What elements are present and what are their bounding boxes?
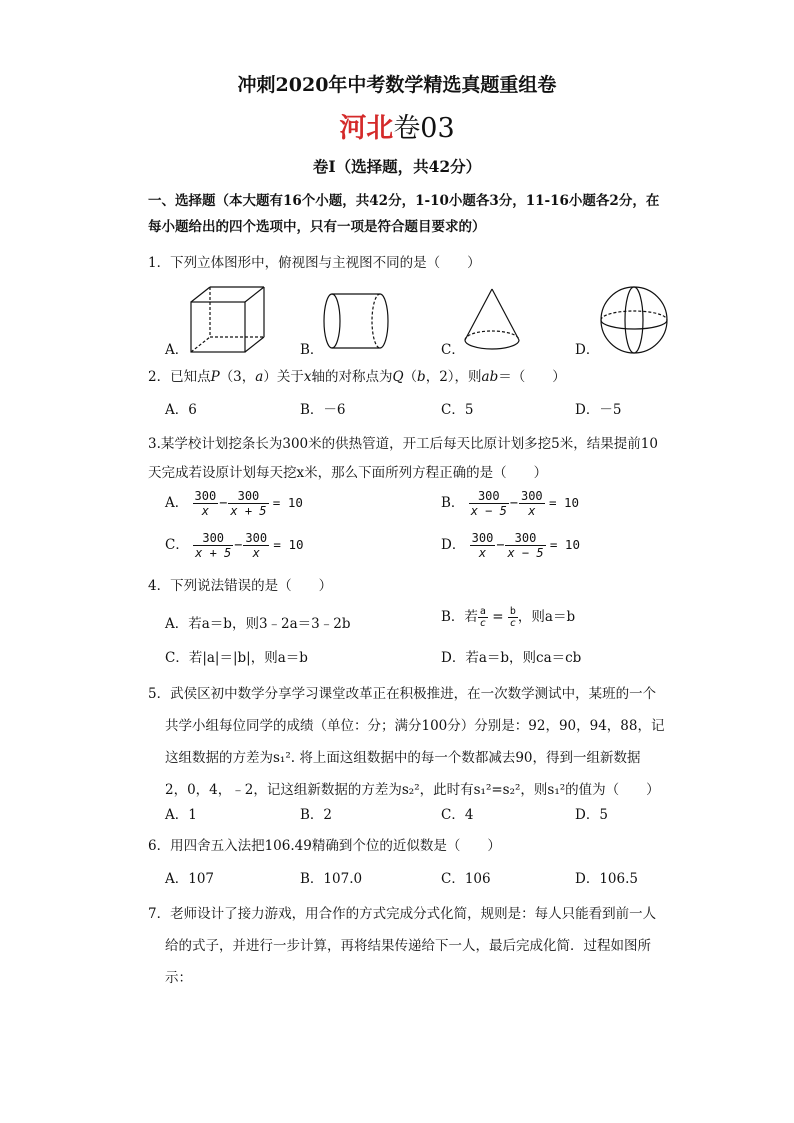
q4-option-b-text: ，则a＝b <box>517 609 576 625</box>
q6-option-a: A．107 <box>165 871 215 887</box>
q6-option-d: D．106.5 <box>575 871 638 887</box>
fraction <box>228 489 268 518</box>
q2-text: 2．已知点 <box>148 369 211 385</box>
q2-var-q: Q <box>392 369 404 385</box>
denominator: x + 5 <box>195 546 232 560</box>
q3-line-1: 3.某学校计划挖条长为300米的供热管道，开工后每天比原计划多挖5米，结果提前10 <box>148 436 658 452</box>
q6-option-c: C．106 <box>441 871 491 887</box>
equation-rhs: = 10 <box>549 537 580 552</box>
equation-rhs: = 10 <box>548 495 580 510</box>
q3-option-b-label: B． <box>441 495 465 511</box>
q2-option-b: B．－6 <box>300 402 346 418</box>
q3-option-d: D． $\frac{300}{x}$ − $\frac{300}{x - 5}$ = 10 <box>441 531 580 560</box>
q5-option-b: B．2 <box>300 807 333 823</box>
equation-rhs: = 10 <box>272 495 303 510</box>
fraction <box>508 606 518 629</box>
q7-line-3: 示： <box>165 970 192 986</box>
section-line-2: 每小题给出的四个选项中，只有一项是符合题目要求的） <box>148 219 486 235</box>
q4-option-b-label: B．若 <box>441 609 478 625</box>
question-2-stem <box>148 366 688 388</box>
part-heading: 卷Ⅰ（选择题，共42分） <box>312 157 482 176</box>
question-7-stem <box>148 898 708 994</box>
numerator: 300 <box>471 531 494 545</box>
q2-option-c: C．5 <box>441 402 474 418</box>
q4-option-b: B．若 $\frac{a}{c}$ = $\frac{b}{c}$ ，则a＝b <box>441 606 576 629</box>
subtitle-province: 河北 <box>339 113 394 144</box>
question-4-stem: 4．下列说法错误的是（ ） <box>148 578 333 594</box>
fraction <box>193 531 233 560</box>
q1-option-c-label: C． <box>441 342 465 358</box>
q5-line-3: 这组数据的方差为s₁². 将上面这组数据中的每一个数都减去90，得到一组新数据 <box>165 750 641 766</box>
question-6-stem: 6．用四舍五入法把106.49精确到个位的近似数是（ ） <box>148 838 501 854</box>
cube-icon <box>190 286 266 354</box>
q5-option-c: C．4 <box>441 807 474 823</box>
denominator: x + 5 <box>230 504 267 518</box>
denominator: x <box>252 546 260 560</box>
q2-var-a: a <box>255 369 264 385</box>
numerator: 300 <box>469 489 509 504</box>
numerator: 300 <box>505 531 545 546</box>
q1-option-a-label: A． <box>165 342 189 358</box>
q2-var-b: b <box>417 369 426 385</box>
question-3-stem <box>148 430 708 488</box>
q3-option-a-label: A． <box>165 495 189 511</box>
numerator: 300 <box>228 489 268 504</box>
numerator: 300 <box>194 489 217 503</box>
denominator: c <box>479 618 486 629</box>
q2-var-ab: ab <box>481 369 499 385</box>
q2-text: ）关于 <box>263 369 304 385</box>
q2-text: （3， <box>219 369 256 385</box>
numerator: a <box>479 606 486 617</box>
q2-text: ＝（ ） <box>498 369 566 385</box>
fraction <box>243 531 269 560</box>
q2-var-x: x <box>303 369 312 385</box>
q4-option-c: C．若|a|＝|b|，则a＝b <box>165 650 308 666</box>
q4-option-d: D．若a＝b，则ca＝cb <box>441 650 582 666</box>
q2-text: 轴的对称点为 <box>311 369 393 385</box>
equation-rhs: = 10 <box>273 537 304 552</box>
question-1-stem: 1．下列立体图形中，俯视图与主视图不同的是（ ） <box>148 255 481 271</box>
q2-text: ，2），则 <box>425 369 482 385</box>
q5-line-4: 2，0，4，﹣2，记这组新数据的方差为s₂²，此时有s₁²=s₂²，则s₁²的值为（ ） <box>165 782 660 798</box>
denominator: x <box>528 504 536 518</box>
fraction <box>193 489 219 518</box>
denominator: c <box>509 618 516 629</box>
paper-subtitle <box>0 106 794 145</box>
subtitle-volume: 卷03 <box>393 113 455 144</box>
q5-option-a: A．1 <box>165 807 197 823</box>
q3-option-b: B． $\frac{300}{x - 5}$ − $\frac{300}{x}$ = 10 <box>441 489 580 518</box>
q5-line-2: 共学小组每位同学的成绩（单位：分；满分100分）分别是：92，90，94，88，记 <box>165 718 665 734</box>
fraction <box>505 531 545 560</box>
denominator: x − 5 <box>470 504 507 518</box>
q6-option-b: B．107.0 <box>300 871 363 887</box>
fraction <box>469 489 509 518</box>
denominator: x <box>201 504 209 518</box>
q4-option-a: A．若a＝b，则3﹣2a＝3﹣2b <box>165 616 351 632</box>
numerator: 300 <box>520 489 543 503</box>
paper-title: 冲刺2020年中考数学精选真题重组卷 <box>237 74 557 96</box>
q2-text: （ <box>403 369 418 385</box>
sphere-icon <box>600 286 670 356</box>
q3-option-d-label: D． <box>441 537 466 553</box>
q2-var-p: P <box>210 369 220 385</box>
cone-icon <box>462 288 522 354</box>
q3-option-c-label: C． <box>165 537 189 553</box>
q3-option-a: A． $\frac{300}{x}$ − $\frac{300}{x + 5}$ = 10 <box>165 489 303 518</box>
numerator: 300 <box>245 531 268 545</box>
denominator: x <box>478 546 487 560</box>
q2-option-d: D．－5 <box>575 402 622 418</box>
q1-option-b-label: B． <box>300 342 324 358</box>
fraction <box>519 489 545 518</box>
numerator: b <box>509 606 516 617</box>
q7-line-1: 7．老师设计了接力游戏，用合作的方式完成分式化简，规则是：每人只能看到前一人 <box>148 906 657 922</box>
cylinder-icon <box>322 292 392 350</box>
q5-option-d: D．5 <box>575 807 608 823</box>
fraction <box>470 531 496 560</box>
question-5-stem <box>148 678 708 806</box>
q7-line-2: 给的式子，并进行一步计算，再将结果传递给下一人，最后完成化简．过程如图所 <box>165 938 651 954</box>
denominator: x − 5 <box>507 546 544 560</box>
section-line-1: 一、选择题（本大题有16个小题，共42分，1-10小题各3分，11-16小题各2分，在 <box>148 193 660 209</box>
numerator: 300 <box>193 531 233 546</box>
fraction <box>478 606 488 629</box>
q2-option-a: A．6 <box>165 402 197 418</box>
q3-option-c: C． $\frac{300}{x + 5}$ − $\frac{300}{x}$ = 10 <box>165 531 304 560</box>
q3-line-2: 天完成若设原计划每天挖x米，那么下面所列方程正确的是（ ） <box>148 465 548 481</box>
q1-option-d-label: D． <box>575 342 600 358</box>
section-heading <box>148 188 688 240</box>
q5-line-1: 5．武侯区初中数学分享学习课堂改革正在积极推进，在一次数学测试中，某班的一个 <box>148 686 657 702</box>
